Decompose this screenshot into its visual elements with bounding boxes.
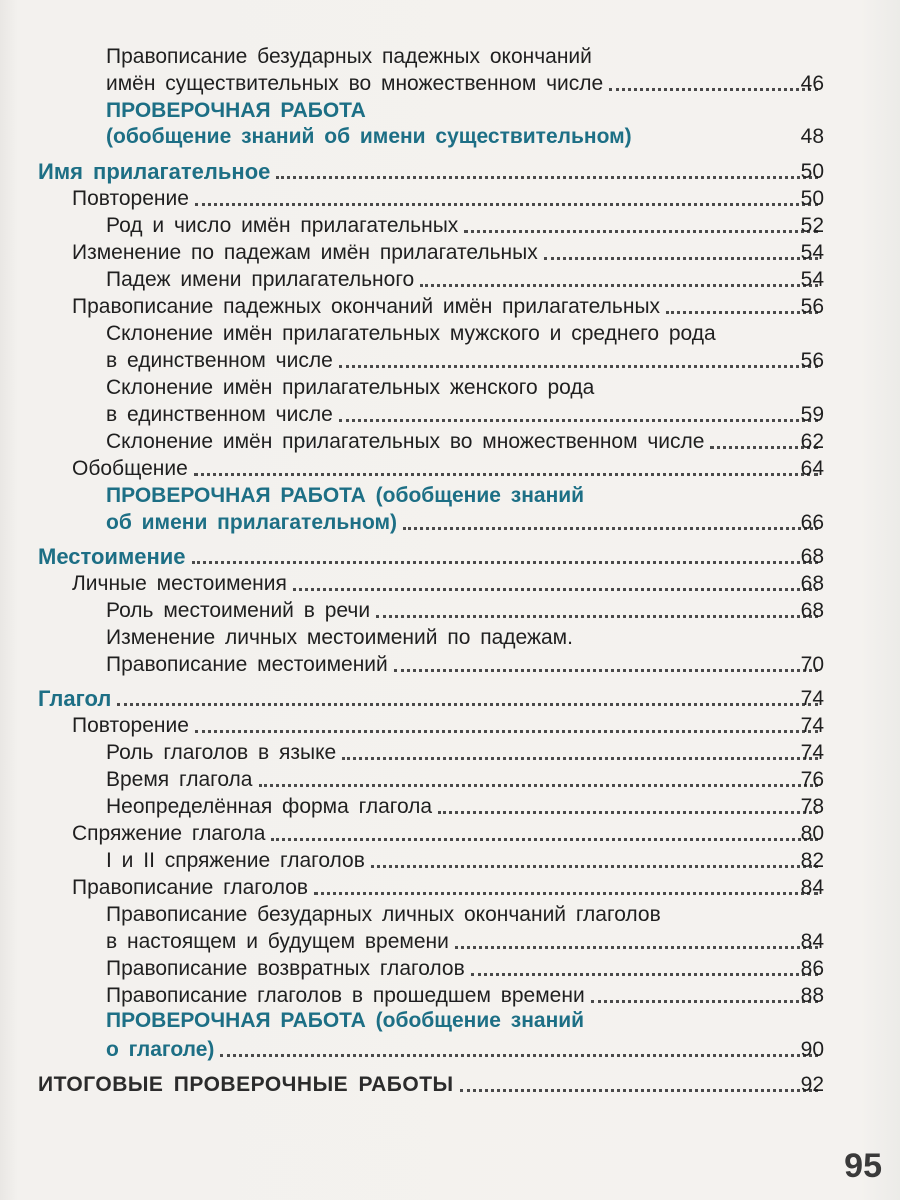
toc-entry: в единственном числе 59 xyxy=(106,403,824,426)
toc-entry: Правописание местоимений 70 xyxy=(106,653,824,676)
toc-section-entry: Глагол 74 xyxy=(38,686,824,711)
toc-entry: имён существительных во множественном числе 46 xyxy=(106,72,824,95)
toc-entry: I и II спряжение глаголов 82 xyxy=(106,849,824,872)
toc-entry: Спряжение глагола 80 xyxy=(72,822,824,845)
toc-entry: Род и число имён прилагательных 52 xyxy=(106,214,824,237)
toc-entry: Роль местоимений в речи 68 xyxy=(106,599,824,622)
toc-test-entry: ПРОВЕРОЧНАЯ РАБОТА xyxy=(106,99,366,122)
toc-entry: Склонение имён прилагательных мужского и среднего рода xyxy=(106,322,716,345)
page-number: 95 xyxy=(844,1147,882,1185)
toc-entry: Неопределённая форма глагола 78 xyxy=(106,795,824,818)
toc-final-entry: ИТОГОВЫЕ ПРОВЕРОЧНЫЕ РАБОТЫ 92 xyxy=(38,1073,824,1096)
toc-entry: Повторение 50 xyxy=(72,187,824,210)
toc-entry: Падеж имени прилагательного 54 xyxy=(106,268,824,291)
toc-entry: Обобщение 64 xyxy=(72,457,824,480)
toc-entry: Правописание падежных окончаний имён прилагательных 56 xyxy=(72,295,824,318)
toc-section-entry: Имя прилагательное 50 xyxy=(38,159,824,184)
toc-entry: Личные местоимения 68 xyxy=(72,572,824,595)
toc-section-entry: Местоимение 68 xyxy=(38,544,824,569)
toc-entry: Время глагола 76 xyxy=(106,768,824,791)
toc-entry: Повторение 74 xyxy=(72,714,824,737)
toc-entry: Правописание безударных падежных окончаний xyxy=(106,45,592,68)
toc-test-entry: о глаголе) 90 xyxy=(106,1038,824,1061)
toc-entry: Роль глаголов в языке 74 xyxy=(106,741,824,764)
toc-entry: Склонение имён прилагательных во множественном числе 62 xyxy=(106,430,824,453)
toc-test-entry: об имени прилагательном) 66 xyxy=(106,511,824,534)
toc-entry: Склонение имён прилагательных женского рода xyxy=(106,376,595,399)
toc-entry: Правописание глаголов 84 xyxy=(72,876,824,899)
toc-entry: в единственном числе 56 xyxy=(106,349,824,372)
toc-test-entry: (обобщение знаний об имени существительном) 48 xyxy=(106,125,824,148)
toc-test-entry: ПРОВЕРОЧНАЯ РАБОТА (обобщение знаний xyxy=(106,1009,585,1032)
toc-entry: Изменение личных местоимений по падежам. xyxy=(106,626,573,649)
toc-entry: Изменение по падежам имён прилагательных 54 xyxy=(72,241,824,264)
toc-entry: в настоящем и будущем времени 84 xyxy=(106,930,824,953)
toc-test-entry: ПРОВЕРОЧНАЯ РАБОТА (обобщение знаний xyxy=(106,484,585,507)
toc-entry: Правописание глаголов в прошедшем времени 88 xyxy=(106,984,824,1007)
toc-entry: Правописание безударных личных окончаний глаголов xyxy=(106,903,661,926)
toc-entry: Правописание возвратных глаголов 86 xyxy=(106,957,824,980)
